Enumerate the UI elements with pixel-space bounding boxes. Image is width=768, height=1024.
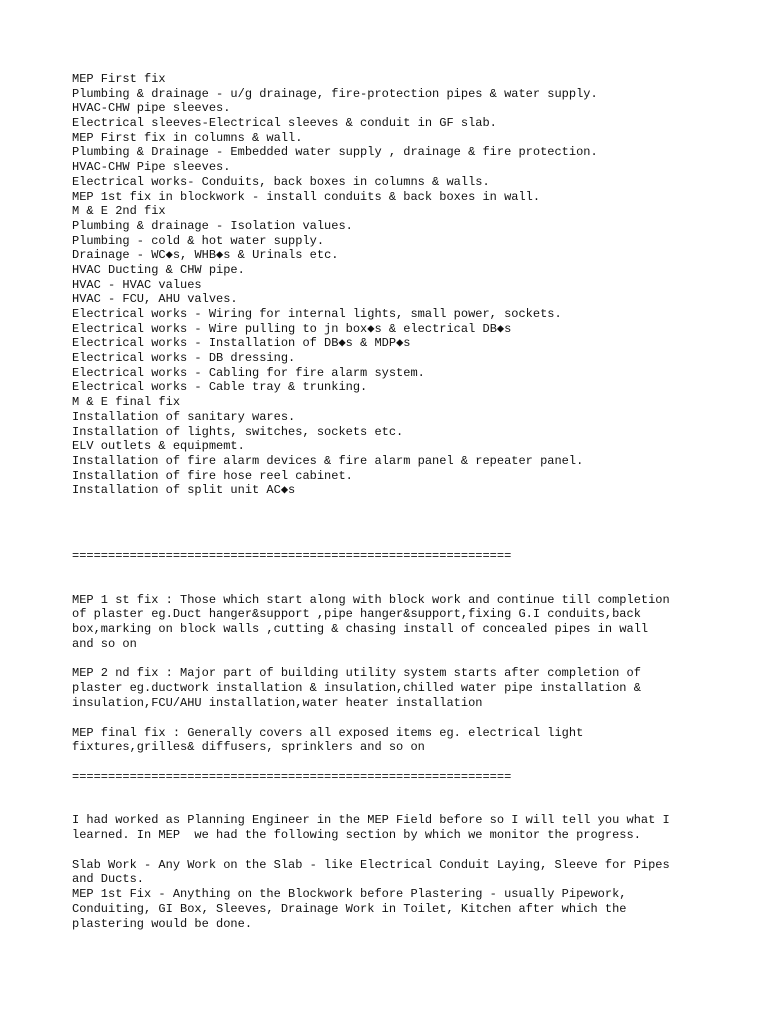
document-page xyxy=(72,72,712,931)
spacer xyxy=(72,564,712,593)
list-item: M & E 2nd fix xyxy=(72,204,166,219)
paragraph-slab-work: Slab Work - Any Work on the Slab - like Electrical Conduit Laying, Sleeve for Pipes and Ducts. MEP 1st Fix - Anything on the Blockwork before Plastering - usually Pipework, Conduiting, GI Box, Sleeves, Drainage Work in Toilet, Kitchen after which the plastering would be done. xyxy=(72,857,670,931)
list-item: MEP First fix xyxy=(72,72,166,86)
list-item: Installation of fire alarm devices & fire alarm panel & repeater panel. xyxy=(72,453,584,468)
mep-fix-definitions xyxy=(72,593,712,755)
list-item: Electrical works - Cabling for fire alarm system. xyxy=(72,365,425,380)
spacer xyxy=(72,498,712,549)
list-item: HVAC - FCU, AHU valves. xyxy=(72,292,238,307)
spacer xyxy=(72,784,712,813)
list-item: Electrical works - Installation of DB◆s & MDP◆s xyxy=(72,336,411,351)
paragraph-second-fix: MEP 2 nd fix : Major part of building utility system starts after completion of plaster eg.ductwork installation & insulation,chilled water pipe installation & insulation,FCU/AHU installation,water heater installation xyxy=(72,666,641,710)
list-item: Installation of split unit AC◆s xyxy=(72,483,296,498)
list-item: HVAC-CHW Pipe sleeves. xyxy=(72,160,231,175)
list-item: ELV outlets & equipmemt. xyxy=(72,439,245,454)
planning-engineer-notes xyxy=(72,813,712,931)
list-item: Electrical works - Wiring for internal lights, small power, sockets. xyxy=(72,307,562,321)
list-item: Electrical works- Conduits, back boxes in columns & walls. xyxy=(72,174,490,189)
list-item: Plumbing & Drainage - Embedded water supply , drainage & fire protection. xyxy=(72,145,598,160)
list-item: MEP 1st fix in blockwork - install conduits & back boxes in wall. xyxy=(72,189,541,204)
list-item: Installation of sanitary wares. xyxy=(72,409,296,424)
list-item: M & E final fix xyxy=(72,395,181,410)
list-item: HVAC-CHW pipe sleeves. xyxy=(72,101,231,116)
list-item: Drainage - WC◆s, WHB◆s & Urinals etc. xyxy=(72,248,339,263)
paragraph-final-fix: MEP final fix : Generally covers all exposed items eg. electrical light fixtures,grilles& diffusers, sprinklers and so on xyxy=(72,725,584,755)
list-item: HVAC Ducting & CHW pipe. xyxy=(72,262,245,277)
list-item: Plumbing & drainage - Isolation values. xyxy=(72,218,353,233)
paragraph-intro: I had worked as Planning Engineer in the MEP Field before so I will tell you what I learned. In MEP we had the following section by which we monitor the progress. xyxy=(72,813,670,843)
list-item: Electrical works - Wire pulling to jn box◆s & electrical DB◆s xyxy=(72,321,512,336)
divider-line: ============================================================= xyxy=(72,548,512,563)
paragraph-first-fix: MEP 1 st fix : Those which start along with block work and continue till completion of plaster eg.Duct hanger&support ,pipe hanger&support,fixing G.I conduits,back box,marking on block walls ,cutting & chasing install of concealed pipes in wall and so on xyxy=(72,592,670,651)
spacer xyxy=(72,755,712,770)
list-item: Electrical works - Cable tray & trunking. xyxy=(72,380,368,395)
list-item: Electrical sleeves-Electrical sleeves & conduit in GF slab. xyxy=(72,116,497,131)
list-item: Installation of lights, switches, sockets etc. xyxy=(72,424,404,439)
list-item: Plumbing & drainage - u/g drainage, fire-protection pipes & water supply. xyxy=(72,86,598,101)
list-item: Installation of fire hose reel cabinet. xyxy=(72,468,353,483)
list-item: Plumbing - cold & hot water supply. xyxy=(72,233,325,248)
list-item: Electrical works - DB dressing. xyxy=(72,351,296,366)
list-item: MEP First fix in columns & wall. xyxy=(72,130,303,145)
mep-fix-list xyxy=(72,72,712,498)
list-item: HVAC - HVAC values xyxy=(72,277,202,292)
divider-line: ============================================================= xyxy=(72,769,512,784)
